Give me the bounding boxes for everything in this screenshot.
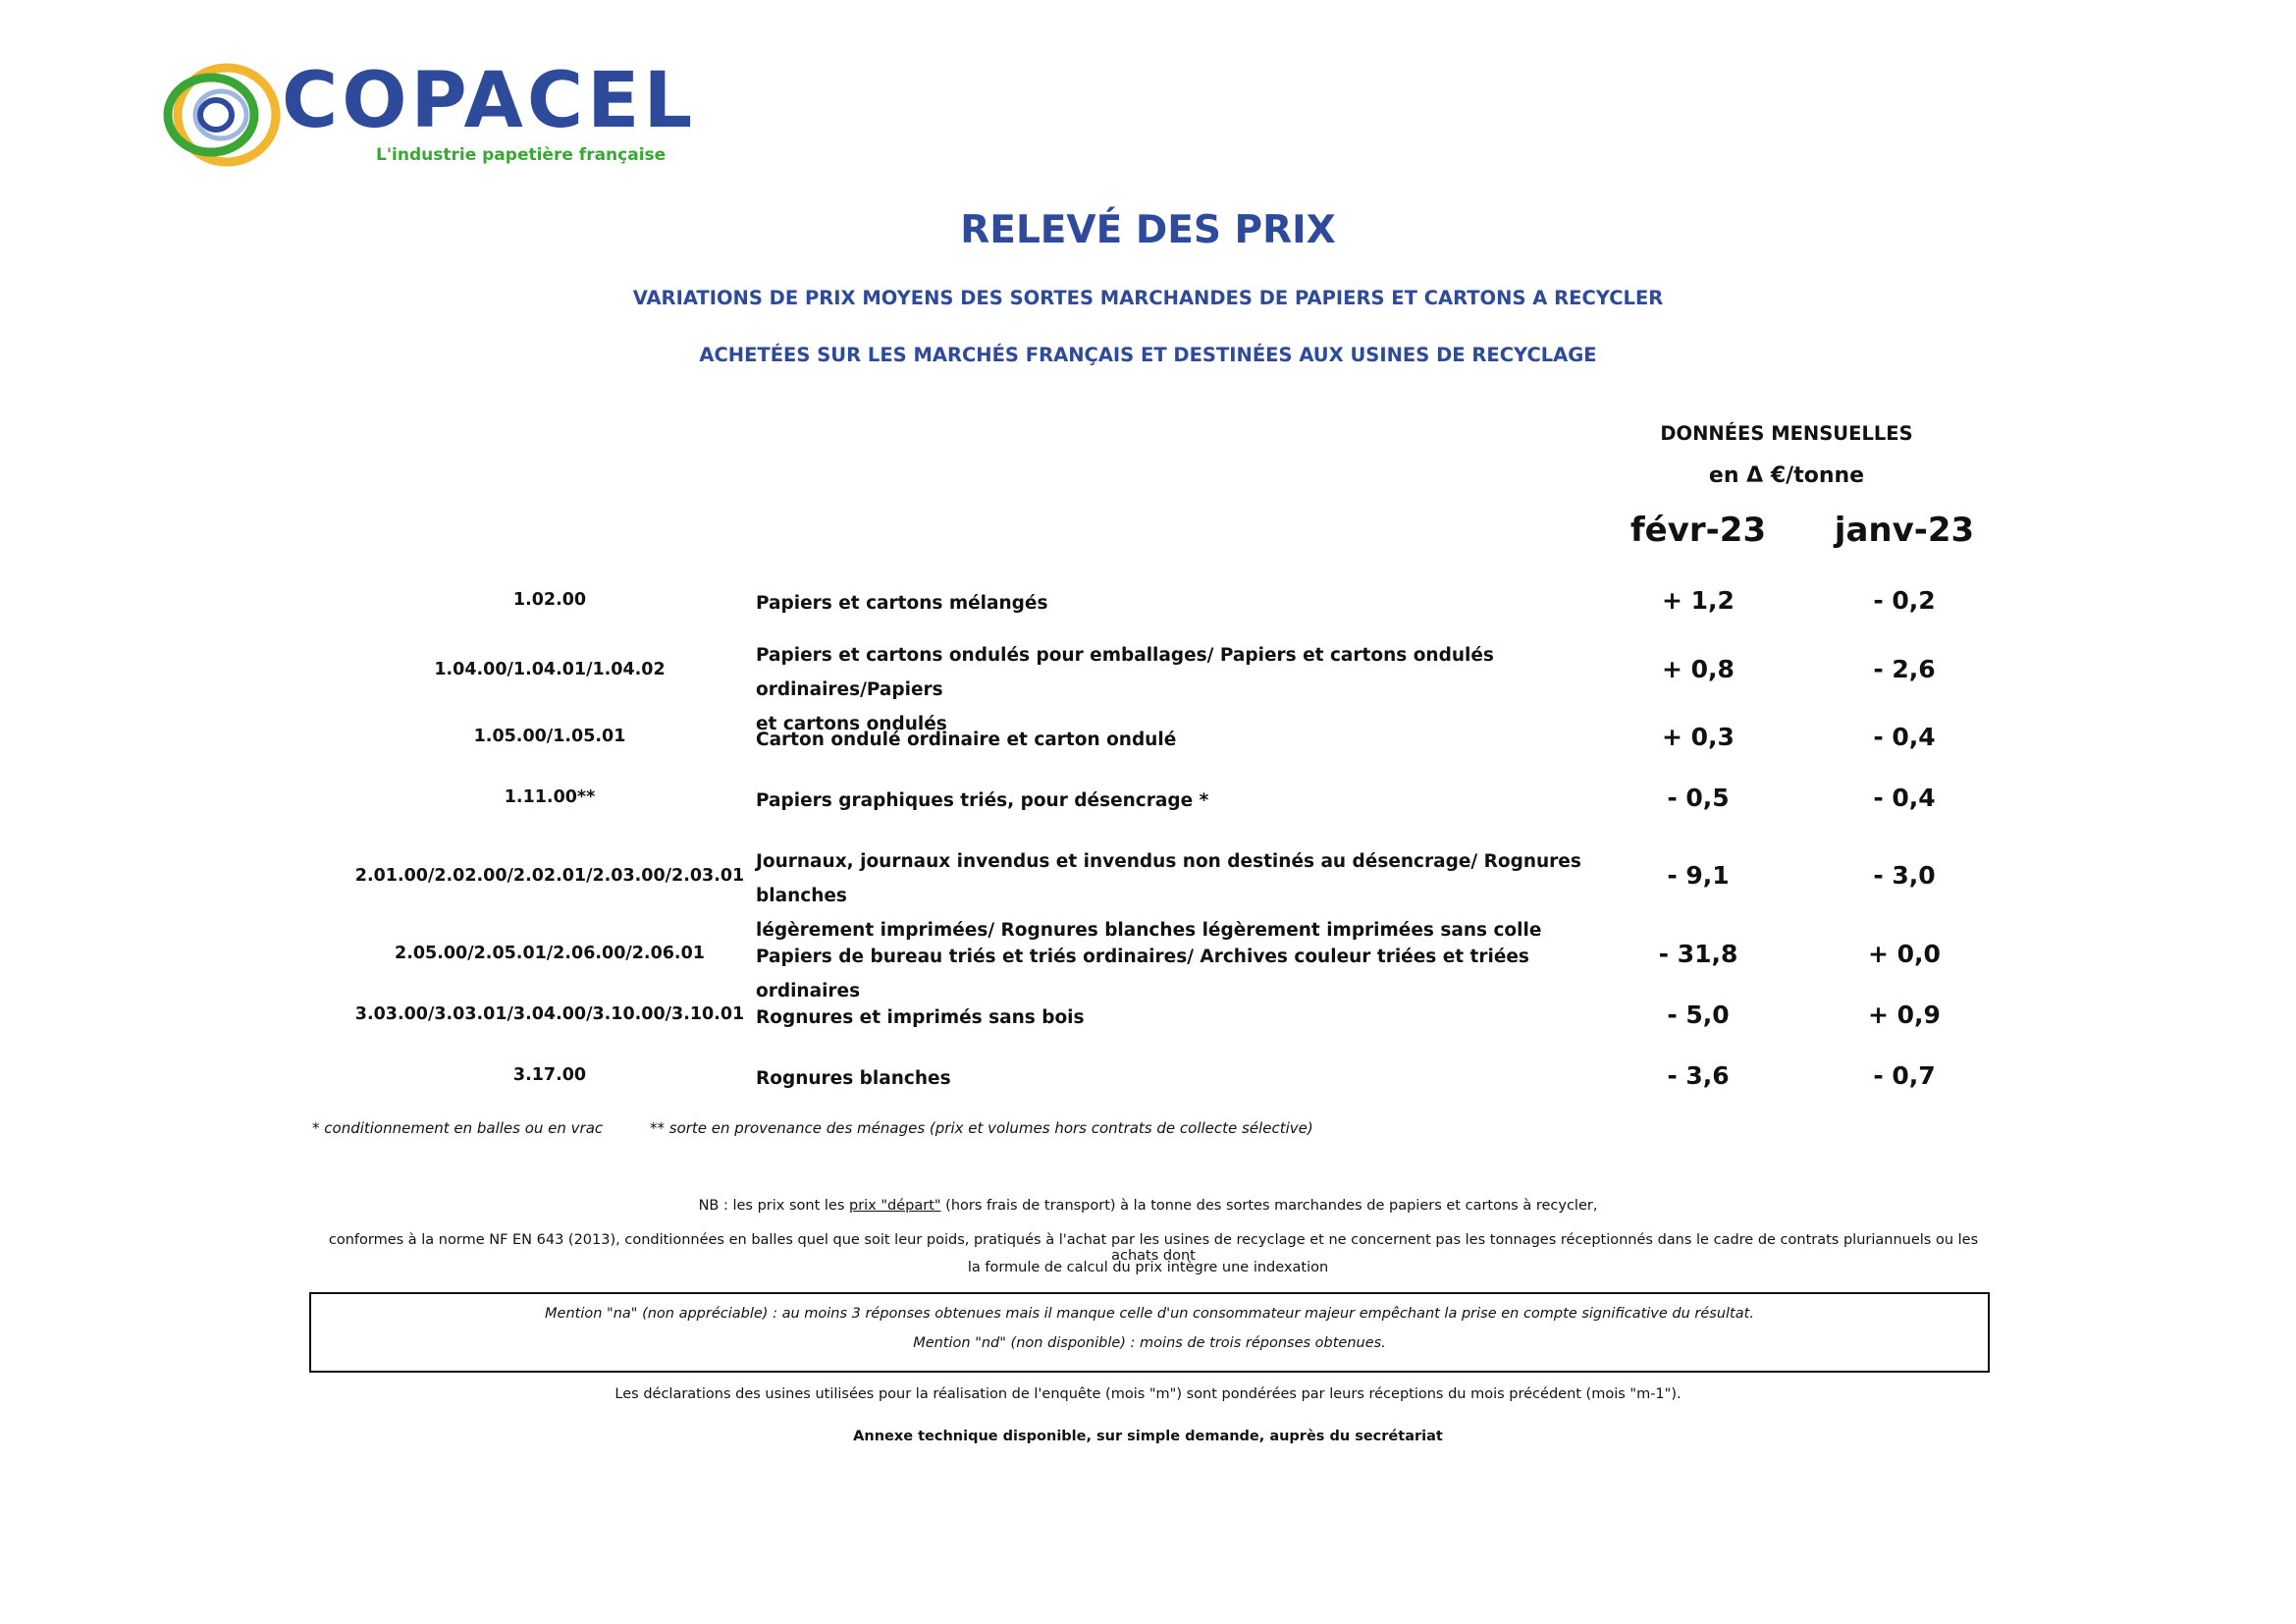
row-description: Rognures et imprimés sans bois [756,1007,1085,1028]
row-value-jan: - 2,6 [1873,655,1936,683]
monthly-data-header: DONNÉES MENSUELLES [1660,422,1913,445]
row-value-feb: - 31,8 [1658,940,1738,968]
row-code: 3.03.00/3.03.01/3.04.00/3.10.00/3.10.01 [354,1004,745,1024]
page-title: RELEVÉ DES PRIX [960,208,1336,252]
row-description: Papiers et cartons mélangés [756,593,1048,614]
row-description: Papiers de bureau triés et triés ordinaires/ Archives couleur triées et triées ordinaires [756,947,1529,1001]
footnote-star: * conditionnement en balles ou en vrac [312,1119,604,1137]
row-description: Carton ondulé ordinaire et carton ondulé [756,730,1177,750]
row-description-line-1: Papiers et cartons ondulés pour emballages/ Papiers et cartons ondulés ordinaires/Papiers [756,645,1494,700]
copacel-logo [162,57,697,182]
table-row [353,844,2022,941]
row-value-jan: - 0,2 [1873,586,1936,615]
nb-line-1-start: NB : les prix sont les [698,1198,849,1214]
row-value-feb: - 0,5 [1667,784,1730,812]
nb-line-1-end: (hors frais de transport) à la tonne des sortes marchandes de papiers et cartons à recycler, [940,1198,1598,1214]
mentions-box [309,1292,1990,1373]
nb-line-3: la formule de calcul du prix intègre une indexation [967,1260,1329,1275]
row-code: 2.05.00/2.05.01/2.06.00/2.06.01 [395,944,705,963]
footnote-double-star: ** sorte en provenance des ménages (prix et volumes hors contrats de collecte sélective) [650,1119,1313,1137]
mention-na: Mention "na" (non appréciable) : au moins 3 réponses obtenues mais il manque celle d'un consommateur majeur empêchant la prise en compte significative du résultat. [545,1306,1754,1322]
row-value-feb: + 1,2 [1662,586,1735,615]
row-code: 1.11.00** [504,787,596,807]
subtitle-1: VARIATIONS DE PRIX MOYENS DES SORTES MARCHANDES DE PAPIERS ET CARTONS A RECYCLER [632,287,1664,309]
row-value-jan: - 0,4 [1873,784,1936,812]
row-description: Papiers graphiques triés, pour désencrage * [756,790,1209,811]
table-row [353,784,2022,818]
annexe-note: Annexe technique disponible, sur simple demande, auprès du secrétariat [853,1429,1443,1444]
table-row [353,638,2022,734]
row-code: 2.01.00/2.02.00/2.02.01/2.03.00/2.03.01 [354,866,745,886]
row-description-line-2: et cartons ondulés [756,714,947,734]
row-value-feb: - 3,6 [1667,1061,1730,1090]
row-description [756,844,1610,947]
table-row [353,1001,2022,1035]
copacel-rings-icon [162,61,285,174]
row-code: 1.05.00/1.05.01 [473,727,626,746]
row-value-feb: + 0,8 [1662,655,1735,683]
period-header-feb: févr-23 [1629,511,1767,550]
row-description: Rognures blanches [756,1068,951,1089]
declarations-note: Les déclarations des usines utilisées pour la réalisation de l'enquête (mois "m") sont pondérées par leurs réceptions du mois précédent (mois "m-1"). [614,1386,1682,1402]
logo-tagline: L'industrie papetière française [376,145,667,165]
row-value-feb: + 0,3 [1662,723,1735,751]
row-value-jan: - 0,4 [1873,723,1936,751]
row-value-jan: + 0,9 [1868,1001,1941,1029]
row-value-feb: - 5,0 [1667,1001,1730,1029]
row-code: 3.17.00 [512,1065,587,1085]
row-value-jan: - 3,0 [1873,861,1936,890]
table-row [353,1061,2022,1096]
subtitle-2: ACHETÉES SUR LES MARCHÉS FRANÇAIS ET DESTINÉES AUX USINES DE RECYCLAGE [699,344,1597,366]
table-row [353,940,2022,1001]
nb-prix-depart-underlined: prix "départ" [848,1198,941,1214]
row-description-line-2: légèrement imprimées/ Rognures blanches légèrement imprimées sans colle [756,920,1542,941]
period-header-jan: janv-23 [1834,511,1975,550]
nb-line-2: conformes à la norme NF EN 643 (2013), conditionnées en balles quel que soit leur poids, pratiqués à l'achat par les usines de recyclage et ne concernent pas les tonnages réceptionnés dans le cadre de contrats pluriannuels ou les achats dont [328,1232,1979,1264]
logo-wordmark: COPACEL [282,57,697,145]
row-description-line-1: Journaux, journaux invendus et invendus non destinés au désencrage/ Rognures blanches [756,851,1581,906]
unit-label: en Δ €/tonne [1708,463,1865,488]
row-value-feb: - 9,1 [1667,861,1730,890]
mention-nd: Mention "nd" (non disponible) : moins de trois réponses obtenues. [913,1335,1386,1351]
row-value-jan: - 0,7 [1873,1061,1936,1090]
row-code: 1.02.00 [512,590,587,610]
nb-line-1 [0,1198,2296,1214]
row-value-jan: + 0,0 [1868,940,1941,968]
row-code: 1.04.00/1.04.01/1.04.02 [434,660,666,679]
table-row [353,586,2022,621]
table-row [353,723,2022,757]
